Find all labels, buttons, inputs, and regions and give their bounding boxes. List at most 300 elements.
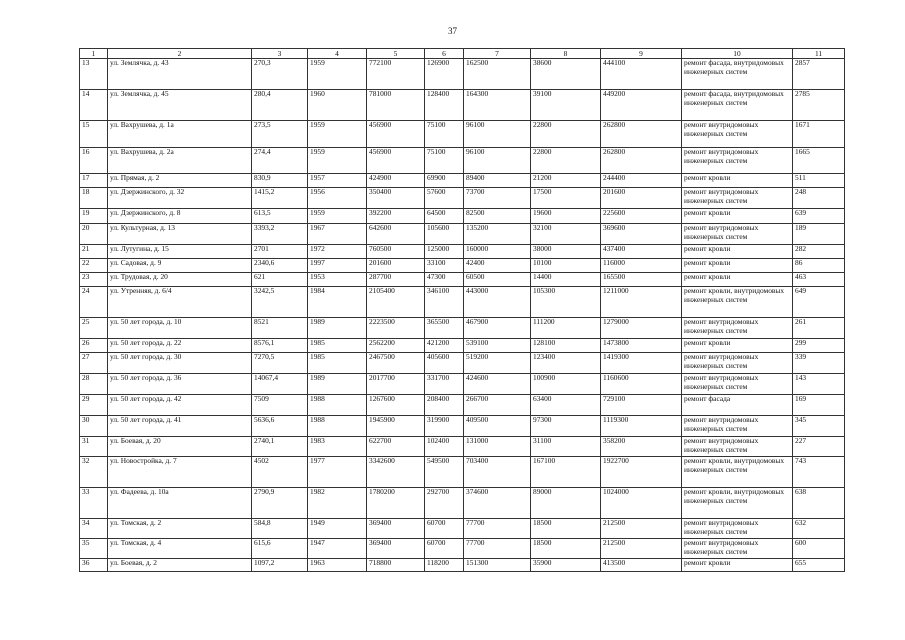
cost-cell: 118200 [425, 559, 464, 572]
rate-cell: 339 [793, 353, 845, 374]
total-cost-cell: 2223500 [367, 318, 425, 339]
cost-cell: 167100 [531, 457, 601, 488]
row-number-cell: 13 [80, 59, 108, 90]
table-row [80, 437, 845, 457]
total-cost-cell: 369400 [367, 519, 425, 539]
work-type-cell: ремонт внутридомовых инженерных систем [682, 437, 793, 457]
cost-cell: 244400 [601, 174, 682, 188]
work-type-cell: ремонт внутридомовых инженерных систем [682, 224, 793, 245]
row-number-cell: 22 [80, 259, 108, 273]
total-cost-cell: 1267600 [367, 395, 425, 416]
cost-cell: 1160600 [601, 374, 682, 395]
work-type-cell: ремонт фасада, внутридомовых инженерных систем [682, 59, 793, 90]
area-cell: 830,9 [252, 174, 308, 188]
table-row [80, 395, 845, 416]
rate-cell: 189 [793, 224, 845, 245]
year-cell: 1989 [308, 318, 367, 339]
cost-cell: 365500 [425, 318, 464, 339]
area-cell: 270,3 [252, 59, 308, 90]
cost-cell: 729100 [601, 395, 682, 416]
cost-cell: 63400 [531, 395, 601, 416]
total-cost-cell: 2017700 [367, 374, 425, 395]
column-number-header: 7 [464, 49, 531, 59]
cost-cell: 358200 [601, 437, 682, 457]
cost-cell: 111200 [531, 318, 601, 339]
area-cell: 615,6 [252, 539, 308, 559]
cost-cell: 39100 [531, 90, 601, 121]
cost-cell: 82500 [464, 209, 531, 224]
cost-cell: 421200 [425, 339, 464, 353]
year-cell: 1997 [308, 259, 367, 273]
rate-cell: 345 [793, 416, 845, 437]
year-cell: 1959 [308, 148, 367, 174]
area-cell: 2790,9 [252, 488, 308, 519]
work-type-cell: ремонт внутридомовых инженерных систем [682, 121, 793, 148]
column-number-header: 11 [793, 49, 845, 59]
cost-cell: 22800 [531, 121, 601, 148]
address-cell: ул. Культурная, д. 13 [108, 224, 252, 245]
cost-cell: 64500 [425, 209, 464, 224]
address-cell: ул. Боевая, д. 2 [108, 559, 252, 572]
work-type-cell: ремонт кровли, внутридомовых инженерных систем [682, 457, 793, 488]
work-type-cell: ремонт внутридомовых инженерных систем [682, 148, 793, 174]
address-cell: ул. Фадеева, д. 10а [108, 488, 252, 519]
cost-cell: 413500 [601, 559, 682, 572]
row-number-cell: 30 [80, 416, 108, 437]
cost-cell: 208400 [425, 395, 464, 416]
cost-cell: 1922700 [601, 457, 682, 488]
address-cell: ул. Трудовая, д. 20 [108, 273, 252, 287]
page-number: 37 [448, 26, 457, 36]
address-cell: ул. Землячка, д. 45 [108, 90, 252, 121]
column-number-header: 8 [531, 49, 601, 59]
cost-cell: 18500 [531, 519, 601, 539]
table-row [80, 416, 845, 437]
rate-cell: 463 [793, 273, 845, 287]
work-type-cell: ремонт внутридомовых инженерных систем [682, 353, 793, 374]
cost-cell: 128400 [425, 90, 464, 121]
year-cell: 1959 [308, 121, 367, 148]
area-cell: 280,4 [252, 90, 308, 121]
total-cost-cell: 760500 [367, 245, 425, 259]
total-cost-cell: 2105400 [367, 287, 425, 318]
address-cell: ул. Утренняя, д. 6/4 [108, 287, 252, 318]
cost-cell: 424600 [464, 374, 531, 395]
address-cell: ул. Томская, д. 2 [108, 519, 252, 539]
table-row [80, 121, 845, 148]
table-row [80, 273, 845, 287]
cost-cell: 444100 [601, 59, 682, 90]
year-cell: 1957 [308, 174, 367, 188]
area-cell: 1097,2 [252, 559, 308, 572]
address-cell: ул. Прямая, д. 2 [108, 174, 252, 188]
area-cell: 2701 [252, 245, 308, 259]
total-cost-cell: 2562200 [367, 339, 425, 353]
table-row [80, 59, 845, 90]
cost-cell: 128100 [531, 339, 601, 353]
row-number-cell: 14 [80, 90, 108, 121]
cost-cell: 467900 [464, 318, 531, 339]
total-cost-cell: 287700 [367, 273, 425, 287]
row-number-cell: 32 [80, 457, 108, 488]
cost-cell: 100900 [531, 374, 601, 395]
work-type-cell: ремонт внутридомовых инженерных систем [682, 318, 793, 339]
work-type-cell: ремонт кровли, внутридомовых инженерных систем [682, 287, 793, 318]
total-cost-cell: 369400 [367, 539, 425, 559]
cost-cell: 33100 [425, 259, 464, 273]
cost-cell: 1211000 [601, 287, 682, 318]
address-cell: ул. 50 лет города, д. 41 [108, 416, 252, 437]
rate-cell: 632 [793, 519, 845, 539]
year-cell: 1988 [308, 395, 367, 416]
cost-cell: 212500 [601, 539, 682, 559]
year-cell: 1959 [308, 209, 367, 224]
area-cell: 613,5 [252, 209, 308, 224]
cost-cell: 73700 [464, 188, 531, 209]
area-cell: 14067,4 [252, 374, 308, 395]
repair-cost-table [79, 48, 845, 572]
column-number-row [80, 49, 845, 59]
cost-cell: 75100 [425, 148, 464, 174]
cost-cell: 212500 [601, 519, 682, 539]
area-cell: 2340,6 [252, 259, 308, 273]
cost-cell: 331700 [425, 374, 464, 395]
work-type-cell: ремонт кровли [682, 559, 793, 572]
year-cell: 1988 [308, 416, 367, 437]
year-cell: 1982 [308, 488, 367, 519]
rate-cell: 2785 [793, 90, 845, 121]
cost-cell: 77700 [464, 539, 531, 559]
table-row [80, 259, 845, 273]
row-number-cell: 24 [80, 287, 108, 318]
rate-cell: 1671 [793, 121, 845, 148]
year-cell: 1963 [308, 559, 367, 572]
column-number-header: 1 [80, 49, 108, 59]
work-type-cell: ремонт кровли [682, 259, 793, 273]
table-row [80, 318, 845, 339]
column-number-header: 4 [308, 49, 367, 59]
total-cost-cell: 718800 [367, 559, 425, 572]
rate-cell: 86 [793, 259, 845, 273]
cost-cell: 14400 [531, 273, 601, 287]
address-cell: ул. 50 лет города, д. 36 [108, 374, 252, 395]
cost-cell: 703400 [464, 457, 531, 488]
area-cell: 274,4 [252, 148, 308, 174]
column-number-header: 3 [252, 49, 308, 59]
address-cell: ул. 50 лет города, д. 10 [108, 318, 252, 339]
cost-cell: 19600 [531, 209, 601, 224]
area-cell: 3242,5 [252, 287, 308, 318]
address-cell: ул. Новостройка, д. 7 [108, 457, 252, 488]
cost-cell: 443000 [464, 287, 531, 318]
cost-cell: 292700 [425, 488, 464, 519]
cost-cell: 77700 [464, 519, 531, 539]
address-cell: ул. 50 лет города, д. 42 [108, 395, 252, 416]
rate-cell: 743 [793, 457, 845, 488]
cost-cell: 437400 [601, 245, 682, 259]
work-type-cell: ремонт кровли [682, 209, 793, 224]
area-cell: 2740,1 [252, 437, 308, 457]
cost-cell: 60500 [464, 273, 531, 287]
cost-cell: 102400 [425, 437, 464, 457]
rate-cell: 655 [793, 559, 845, 572]
rate-cell: 248 [793, 188, 845, 209]
table-row [80, 287, 845, 318]
table-row [80, 353, 845, 374]
cost-cell: 10100 [531, 259, 601, 273]
row-number-cell: 29 [80, 395, 108, 416]
column-number-header: 6 [425, 49, 464, 59]
row-number-cell: 23 [80, 273, 108, 287]
cost-cell: 89400 [464, 174, 531, 188]
cost-cell: 89000 [531, 488, 601, 519]
row-number-cell: 17 [80, 174, 108, 188]
cost-cell: 126900 [425, 59, 464, 90]
table-row [80, 188, 845, 209]
cost-cell: 262800 [601, 148, 682, 174]
table-row [80, 488, 845, 519]
total-cost-cell: 1945900 [367, 416, 425, 437]
rate-cell: 261 [793, 318, 845, 339]
cost-cell: 57600 [425, 188, 464, 209]
row-number-cell: 35 [80, 539, 108, 559]
total-cost-cell: 781000 [367, 90, 425, 121]
table-row [80, 90, 845, 121]
table-row [80, 174, 845, 188]
total-cost-cell: 201600 [367, 259, 425, 273]
column-number-header: 9 [601, 49, 682, 59]
row-number-cell: 31 [80, 437, 108, 457]
rate-cell: 511 [793, 174, 845, 188]
area-cell: 8576,1 [252, 339, 308, 353]
address-cell: ул. Садовая, д. 9 [108, 259, 252, 273]
rate-cell: 2857 [793, 59, 845, 90]
year-cell: 1960 [308, 90, 367, 121]
cost-cell: 519200 [464, 353, 531, 374]
table-body [80, 59, 845, 572]
row-number-cell: 15 [80, 121, 108, 148]
total-cost-cell: 392200 [367, 209, 425, 224]
year-cell: 1984 [308, 287, 367, 318]
work-type-cell: ремонт кровли [682, 273, 793, 287]
work-type-cell: ремонт внутридомовых инженерных систем [682, 519, 793, 539]
rate-cell: 649 [793, 287, 845, 318]
work-type-cell: ремонт фасада [682, 395, 793, 416]
row-number-cell: 26 [80, 339, 108, 353]
table-row [80, 559, 845, 572]
cost-cell: 1119300 [601, 416, 682, 437]
cost-cell: 125000 [425, 245, 464, 259]
cost-cell: 369600 [601, 224, 682, 245]
area-cell: 1415,2 [252, 188, 308, 209]
cost-cell: 539100 [464, 339, 531, 353]
cost-cell: 449200 [601, 90, 682, 121]
work-type-cell: ремонт фасада, внутридомовых инженерных систем [682, 90, 793, 121]
row-number-cell: 36 [80, 559, 108, 572]
row-number-cell: 25 [80, 318, 108, 339]
total-cost-cell: 1780200 [367, 488, 425, 519]
table-row [80, 339, 845, 353]
cost-cell: 549500 [425, 457, 464, 488]
total-cost-cell: 350400 [367, 188, 425, 209]
total-cost-cell: 772100 [367, 59, 425, 90]
cost-cell: 262800 [601, 121, 682, 148]
cost-cell: 35900 [531, 559, 601, 572]
cost-cell: 105600 [425, 224, 464, 245]
cost-cell: 135200 [464, 224, 531, 245]
column-number-header: 5 [367, 49, 425, 59]
cost-cell: 346100 [425, 287, 464, 318]
row-number-cell: 28 [80, 374, 108, 395]
cost-cell: 116000 [601, 259, 682, 273]
cost-cell: 22800 [531, 148, 601, 174]
address-cell: ул. Землячка, д. 43 [108, 59, 252, 90]
column-number-header: 2 [108, 49, 252, 59]
cost-cell: 18500 [531, 539, 601, 559]
rate-cell: 282 [793, 245, 845, 259]
address-cell: ул. Дзержинского, д. 32 [108, 188, 252, 209]
area-cell: 7270,5 [252, 353, 308, 374]
row-number-cell: 19 [80, 209, 108, 224]
total-cost-cell: 3342600 [367, 457, 425, 488]
cost-cell: 409500 [464, 416, 531, 437]
cost-cell: 225600 [601, 209, 682, 224]
table-row [80, 245, 845, 259]
cost-cell: 105300 [531, 287, 601, 318]
cost-cell: 60700 [425, 539, 464, 559]
address-cell: ул. Дзержинского, д. 8 [108, 209, 252, 224]
work-type-cell: ремонт кровли [682, 339, 793, 353]
area-cell: 4502 [252, 457, 308, 488]
year-cell: 1989 [308, 374, 367, 395]
cost-cell: 201600 [601, 188, 682, 209]
rate-cell: 638 [793, 488, 845, 519]
year-cell: 1985 [308, 339, 367, 353]
table-row [80, 209, 845, 224]
cost-cell: 151300 [464, 559, 531, 572]
cost-cell: 96100 [464, 148, 531, 174]
cost-cell: 162500 [464, 59, 531, 90]
cost-cell: 374600 [464, 488, 531, 519]
cost-cell: 75100 [425, 121, 464, 148]
work-type-cell: ремонт внутридомовых инженерных систем [682, 416, 793, 437]
work-type-cell: ремонт кровли [682, 174, 793, 188]
area-cell: 8521 [252, 318, 308, 339]
cost-cell: 1024000 [601, 488, 682, 519]
work-type-cell: ремонт кровли, внутридомовых инженерных систем [682, 488, 793, 519]
cost-cell: 165500 [601, 273, 682, 287]
address-cell: ул. Боевая, д. 20 [108, 437, 252, 457]
rate-cell: 1665 [793, 148, 845, 174]
address-cell: ул. Лутугина, д. 15 [108, 245, 252, 259]
year-cell: 1959 [308, 59, 367, 90]
cost-cell: 32100 [531, 224, 601, 245]
row-number-cell: 33 [80, 488, 108, 519]
row-number-cell: 21 [80, 245, 108, 259]
area-cell: 5636,6 [252, 416, 308, 437]
table-row [80, 224, 845, 245]
rate-cell: 227 [793, 437, 845, 457]
address-cell: ул. Вахрушева, д. 2а [108, 148, 252, 174]
cost-cell: 60700 [425, 519, 464, 539]
address-cell: ул. 50 лет города, д. 30 [108, 353, 252, 374]
cost-cell: 38000 [531, 245, 601, 259]
column-number-header: 10 [682, 49, 793, 59]
cost-cell: 47300 [425, 273, 464, 287]
area-cell: 3393,2 [252, 224, 308, 245]
total-cost-cell: 456900 [367, 148, 425, 174]
row-number-cell: 20 [80, 224, 108, 245]
year-cell: 1983 [308, 437, 367, 457]
table-row [80, 457, 845, 488]
cost-cell: 1473800 [601, 339, 682, 353]
cost-cell: 319900 [425, 416, 464, 437]
cost-cell: 69900 [425, 174, 464, 188]
cost-cell: 21200 [531, 174, 601, 188]
row-number-cell: 27 [80, 353, 108, 374]
address-cell: ул. 50 лет города, д. 22 [108, 339, 252, 353]
table-row [80, 148, 845, 174]
area-cell: 584,8 [252, 519, 308, 539]
total-cost-cell: 642600 [367, 224, 425, 245]
address-cell: ул. Вахрушева, д. 1а [108, 121, 252, 148]
work-type-cell: ремонт внутридомовых инженерных систем [682, 188, 793, 209]
area-cell: 7509 [252, 395, 308, 416]
cost-cell: 42400 [464, 259, 531, 273]
row-number-cell: 34 [80, 519, 108, 539]
row-number-cell: 16 [80, 148, 108, 174]
cost-cell: 405600 [425, 353, 464, 374]
area-cell: 621 [252, 273, 308, 287]
row-number-cell: 18 [80, 188, 108, 209]
cost-cell: 123400 [531, 353, 601, 374]
cost-cell: 97300 [531, 416, 601, 437]
total-cost-cell: 424900 [367, 174, 425, 188]
rate-cell: 169 [793, 395, 845, 416]
area-cell: 273,5 [252, 121, 308, 148]
rate-cell: 143 [793, 374, 845, 395]
cost-cell: 164300 [464, 90, 531, 121]
table-row [80, 519, 845, 539]
cost-cell: 160000 [464, 245, 531, 259]
cost-cell: 31100 [531, 437, 601, 457]
year-cell: 1972 [308, 245, 367, 259]
year-cell: 1985 [308, 353, 367, 374]
year-cell: 1967 [308, 224, 367, 245]
total-cost-cell: 622700 [367, 437, 425, 457]
work-type-cell: ремонт внутридомовых инженерных систем [682, 539, 793, 559]
rate-cell: 639 [793, 209, 845, 224]
cost-cell: 38600 [531, 59, 601, 90]
total-cost-cell: 456900 [367, 121, 425, 148]
cost-cell: 131000 [464, 437, 531, 457]
work-type-cell: ремонт кровли [682, 245, 793, 259]
address-cell: ул. Томская, д. 4 [108, 539, 252, 559]
total-cost-cell: 2467500 [367, 353, 425, 374]
cost-cell: 1279000 [601, 318, 682, 339]
cost-cell: 1419300 [601, 353, 682, 374]
cost-cell: 266700 [464, 395, 531, 416]
table-row [80, 539, 845, 559]
year-cell: 1947 [308, 539, 367, 559]
cost-cell: 96100 [464, 121, 531, 148]
cost-cell: 17500 [531, 188, 601, 209]
rate-cell: 299 [793, 339, 845, 353]
rate-cell: 600 [793, 539, 845, 559]
year-cell: 1977 [308, 457, 367, 488]
year-cell: 1949 [308, 519, 367, 539]
table-row [80, 374, 845, 395]
